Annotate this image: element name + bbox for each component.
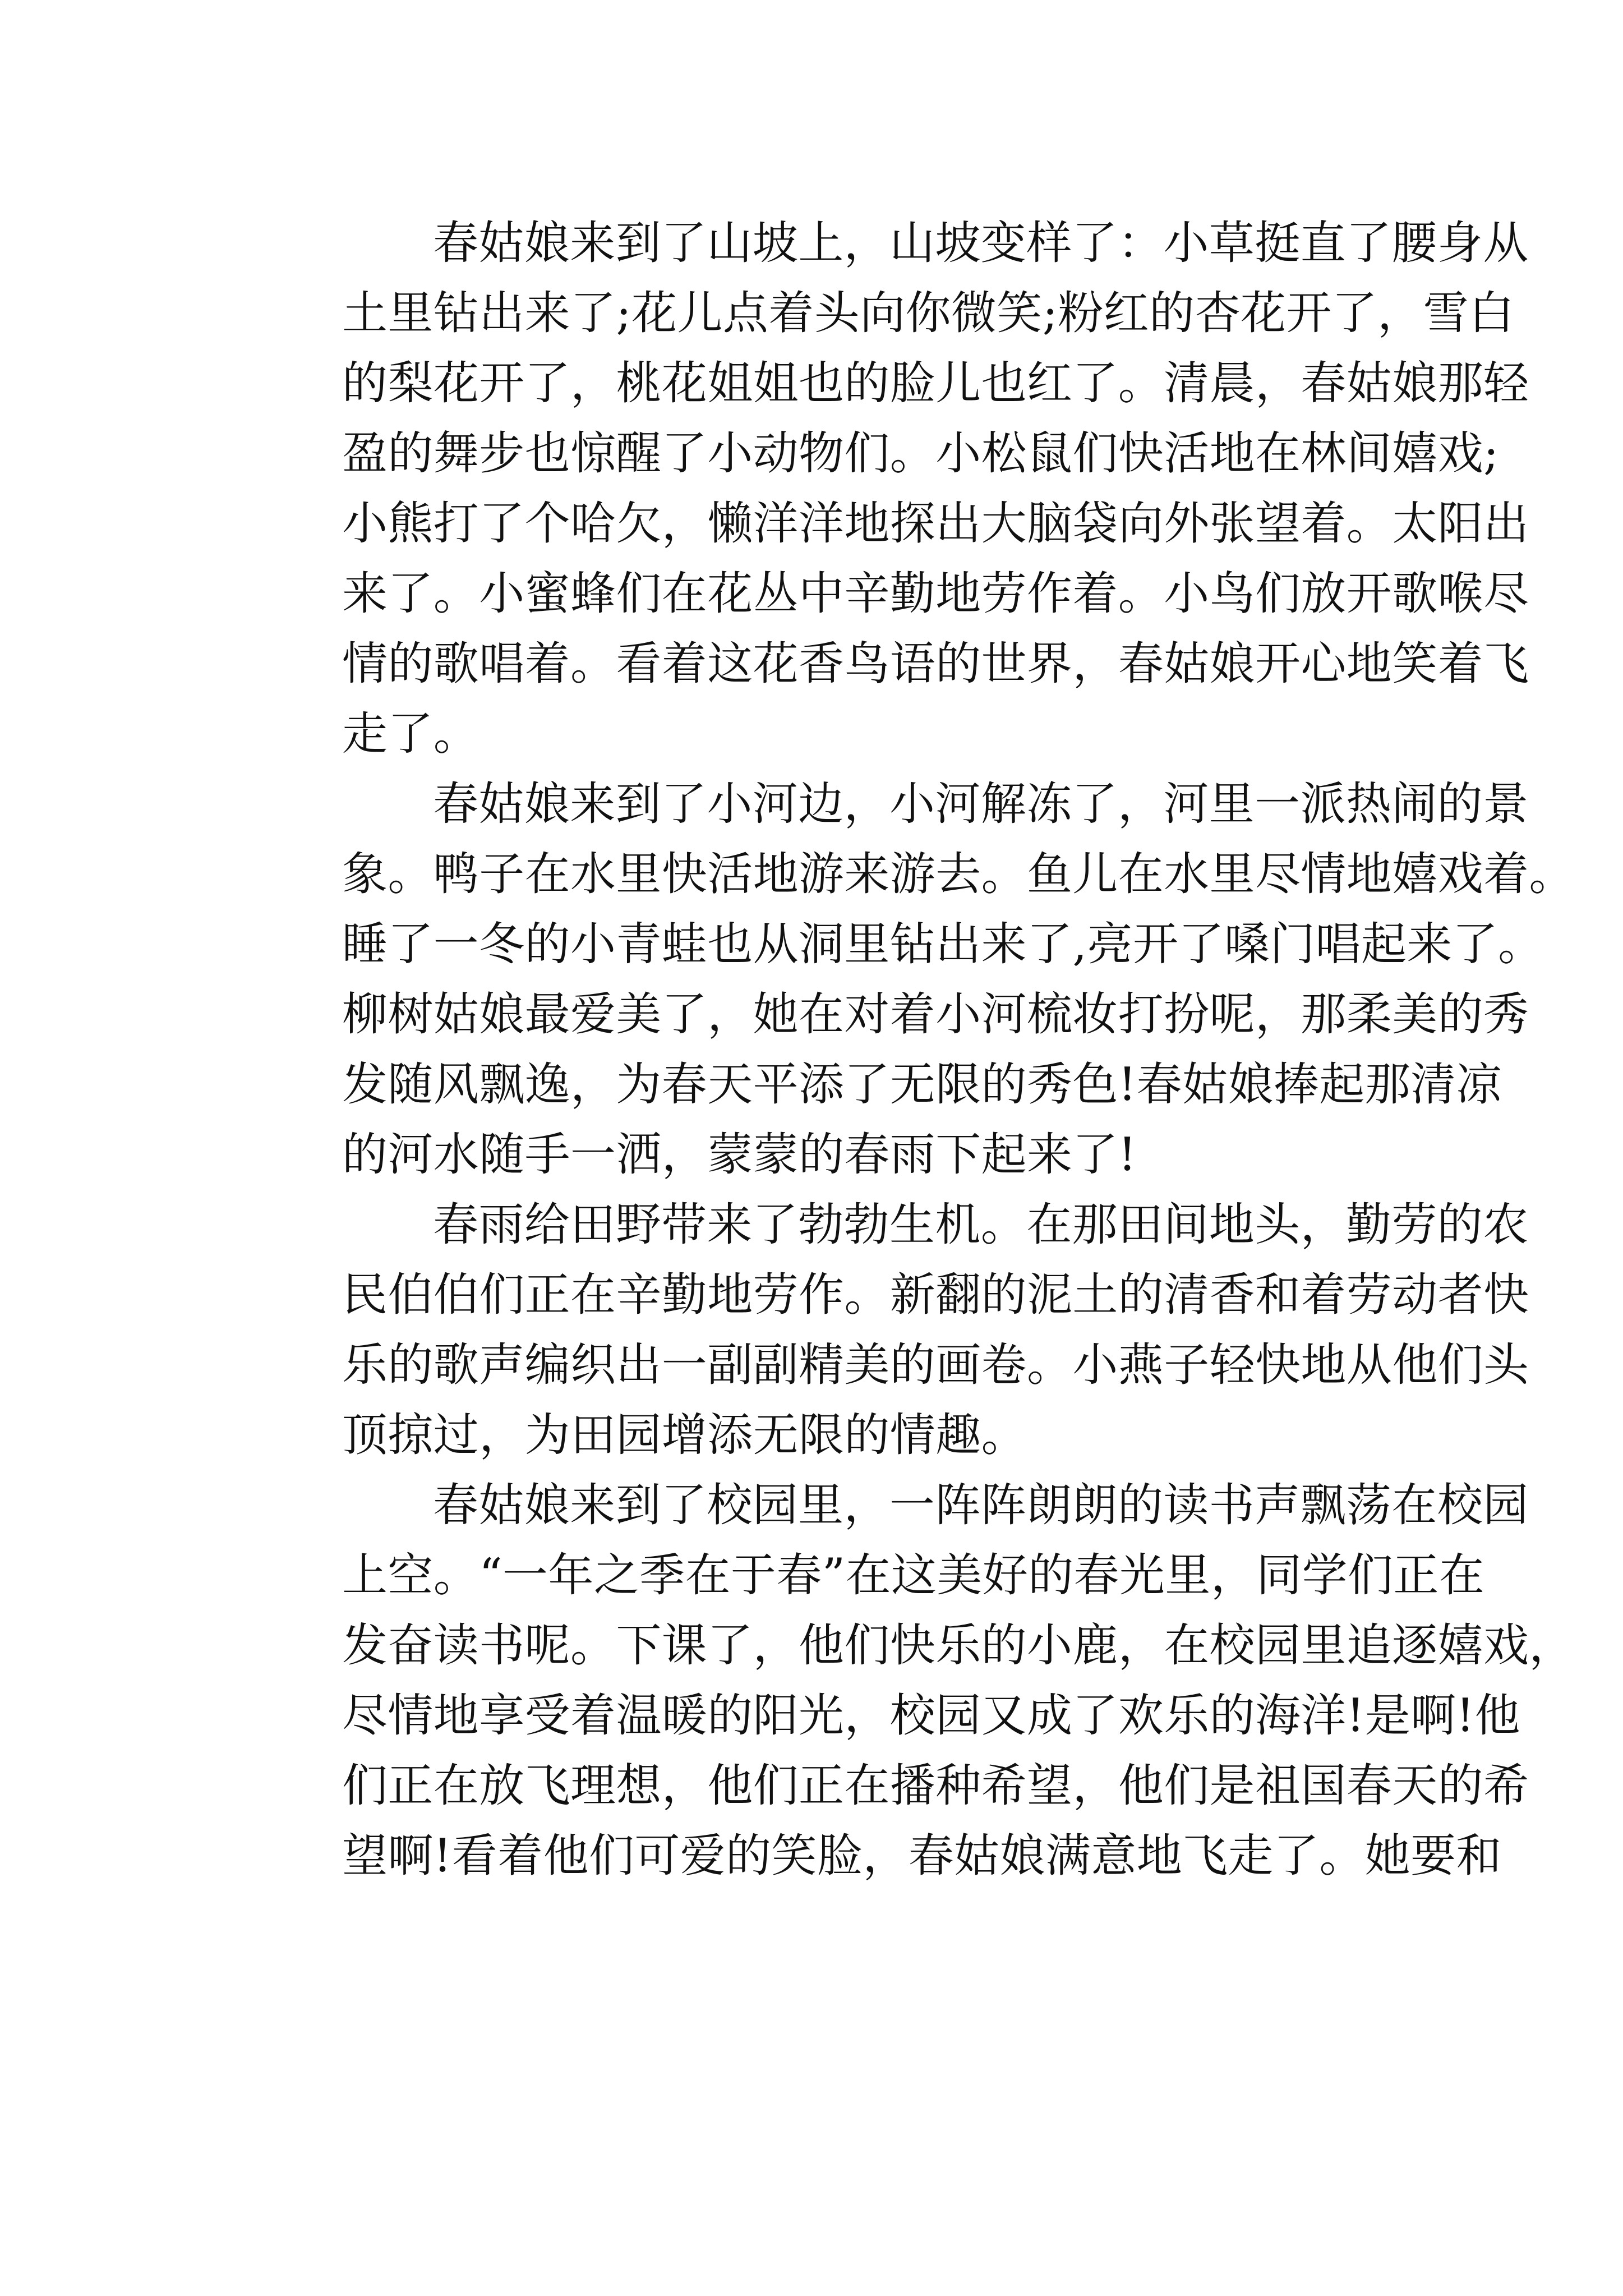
paragraph-2 xyxy=(251,770,1575,1190)
text-line: 春雨给田野带来了勃勃生机。在那田间地头，勤劳的农 xyxy=(433,1199,1529,1251)
text-line: 春姑娘来到了校园里，一阵阵朗朗的读书声飘荡在校园 xyxy=(433,1479,1529,1532)
text-line: 民伯伯们正在辛勤地劳作。新翻的泥土的清香和着劳动者快 xyxy=(342,1269,1529,1322)
paragraph-1 xyxy=(251,209,1529,770)
text-line: 们正在放飞理想，他们正在播种希望，他们是祖国春天的希 xyxy=(342,1760,1529,1812)
paragraph-3 xyxy=(251,1190,1529,1471)
text-line: 的河水随手一洒，蒙蒙的春雨下起来了! xyxy=(342,1129,1137,1181)
text-line: 小熊打了个哈欠，懒洋洋地探出大脑袋向外张望着。太阳出 xyxy=(342,498,1529,550)
text-line: 情的歌唱着。看着这花香鸟语的世界，春姑娘开心地笑着飞 xyxy=(342,638,1529,691)
text-line: 走了。 xyxy=(342,708,479,761)
text-line: 春姑娘来到了小河边，小河解冻了，河里一派热闹的景 xyxy=(433,778,1529,831)
text-line: 睡了一冬的小青蛙也从洞里钻出来了,亮开了嗓门唱起来了。 xyxy=(342,918,1544,971)
text-line: 尽情地享受着温暖的阳光，校园又成了欢乐的海洋!是啊!他 xyxy=(342,1690,1520,1742)
text-line: 土里钻出来了;花儿点着头向你微笑;粉红的杏花开了，雪白 xyxy=(342,287,1515,340)
text-line: 发奋读书呢。下课了，他们快乐的小鹿，在校园里追逐嬉戏， xyxy=(342,1619,1575,1672)
text-line: 春姑娘来到了山坡上，山坡变样了：小草挺直了腰身从 xyxy=(433,217,1529,270)
text-line: 来了。小蜜蜂们在花丛中辛勤地劳作着。小鸟们放开歌喉尽 xyxy=(342,568,1529,620)
text-line: 象。鸭子在水里快活地游来游去。鱼儿在水里尽情地嬉戏着。 xyxy=(342,848,1575,901)
text-line: 发随风飘逸，为春天平添了无限的秀色!春姑娘捧起那清凉 xyxy=(342,1059,1502,1111)
text-line: 望啊!看着他们可爱的笑脸，春姑娘满意地飞走了。她要和 xyxy=(342,1830,1502,1883)
text-line: 盈的舞步也惊醒了小动物们。小松鼠们快活地在林间嬉戏; xyxy=(342,427,1499,480)
text-line: 的梨花开了，桃花姐姐也的脸儿也红了。清晨，春姑娘那轻 xyxy=(342,357,1529,410)
text-line: 上空。“一年之季在于春”在这美好的春光里，同学们正在 xyxy=(342,1549,1485,1602)
document-body xyxy=(251,209,1575,1892)
text-line: 柳树姑娘最爱美了，她在对着小河梳妆打扮呢，那柔美的秀 xyxy=(342,988,1529,1041)
text-line: 乐的歌声编织出一副副精美的画卷。小燕子轻快地从他们头 xyxy=(342,1339,1529,1392)
paragraph-4 xyxy=(251,1471,1575,1892)
text-line: 顶掠过，为田园增添无限的情趣。 xyxy=(342,1409,1027,1462)
